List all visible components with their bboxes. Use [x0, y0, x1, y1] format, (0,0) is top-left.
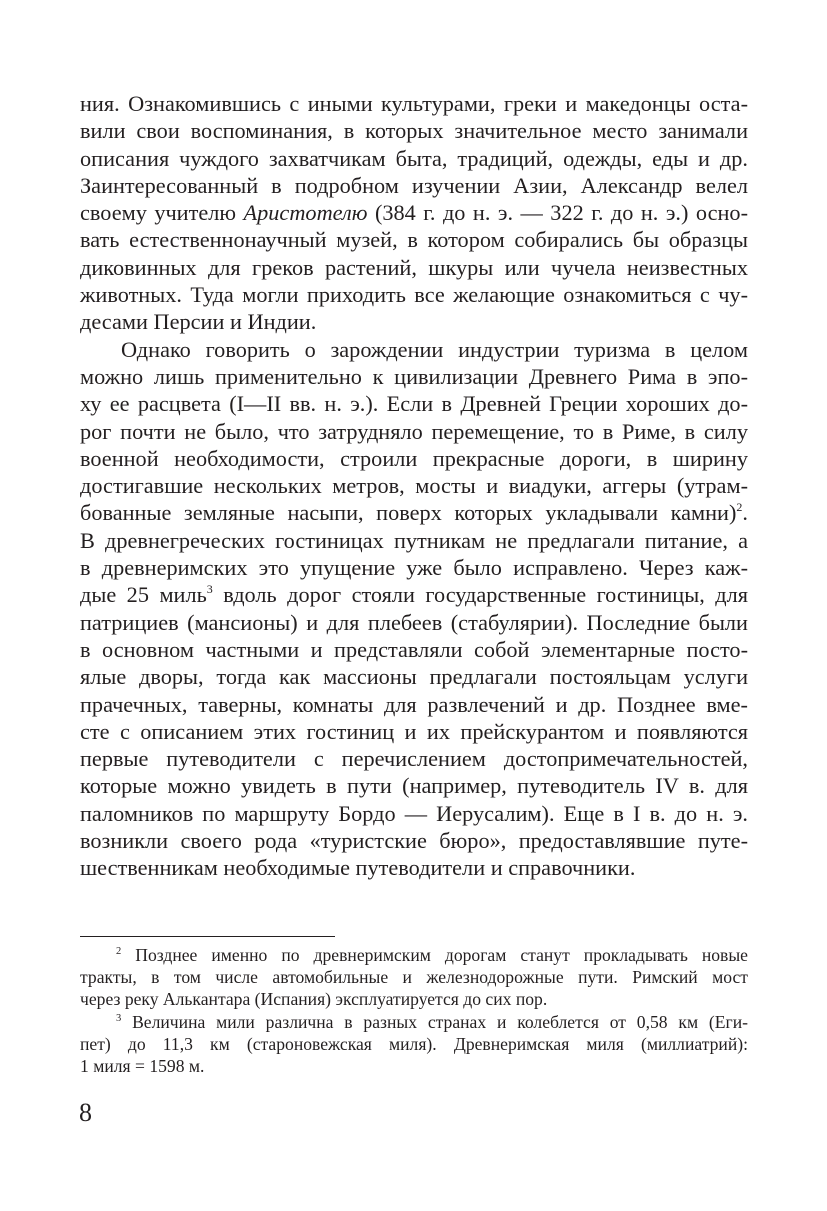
italic-name: Аристотелю [243, 200, 368, 226]
text-line: ния. Ознакомившись с иными культурами, греки и македонцы оста- [80, 91, 748, 116]
footnote-2 [80, 944, 748, 1011]
footnote-divider [80, 936, 335, 937]
text-line: достигавшие нескольких метров, мосты и виадуки, аггеры (утрам- [80, 473, 748, 499]
footnote-ref[interactable]: 3 [206, 582, 213, 597]
footnote-line: через реку Алькантара (Испания) эксплуатируется до сих пор. [80, 989, 548, 1010]
text-line [80, 581, 748, 608]
text-line: вать естественнонаучный музей, в котором собирались бы образцы [80, 227, 748, 253]
footnote-line [80, 1011, 748, 1033]
text-line: можно лишь применительно к цивилизации Древнего Рима в эпо- [80, 363, 748, 389]
text-line: В древнегреческих гостиницах путникам не предлагали питание, а [80, 527, 748, 553]
text-line: Заинтересованный в подробном изучении Азии, Александр велел [80, 172, 748, 198]
text-line: ху ее расцвета (I—II вв. н. э.). Если в Древней Греции хороших до- [80, 391, 748, 417]
text-line: животных. Туда могли приходить все желающие ознакомиться с чу- [80, 282, 748, 308]
text-line [80, 199, 748, 226]
text-run: Позднее именно по древнеримским дорогам станут прокладывать новые [121, 945, 748, 965]
text-line: патрициев (мансионы) и для плебеев (стабулярии). Последние были [80, 609, 748, 635]
text-line: военной необходимости, строили прекрасные дороги, в ширину [80, 445, 748, 471]
text-line: паломников по маршруту Бордо — Иерусалим). Еще в I в. до н. э. [80, 800, 748, 826]
text-run: дые 25 миль [80, 582, 207, 608]
text-line: описания чуждого захватчикам быта, традиций, одежды, еды и др. [80, 145, 748, 171]
text-line: в древнеримских это упущение уже было исправлено. Через каж- [80, 555, 748, 581]
paragraph-2 [80, 336, 748, 882]
text-line: первые путеводители с перечислением достопримечательностей, [80, 746, 748, 772]
text-run: вдоль дорог стояли государственные гостиницы, для [212, 582, 748, 608]
text-line: прачечных, таверны, комнаты для развлечений и др. Позднее вме- [80, 691, 748, 717]
page-number: 8 [79, 1098, 92, 1127]
text-line: десами Персии и Индии. [80, 309, 317, 335]
text-run: бованные земляные насыпи, поверх которых укладывали камни) [80, 500, 737, 526]
footnote-line: 1 миля = 1598 м. [80, 1055, 205, 1076]
text-line: рог почти не было, что затрудняло перемещение, то в Риме, в силу [80, 418, 748, 444]
footnote-ref[interactable]: 2 [736, 500, 743, 515]
text-line [80, 499, 748, 526]
text-line: в основном частными и представляли собой элементарные посто- [80, 636, 748, 662]
text-line: диковинных для греков растений, шкуры или чучела неизвестных [80, 254, 748, 280]
footnote-line: пет) до 11,3 км (староновежская миля). Древнеримская миля (миллиатрий): [80, 1033, 748, 1054]
footnote-line [80, 944, 748, 966]
footnotes [80, 944, 748, 1077]
text-line: Однако говорить о зарождении индустрии туризма в целом [121, 336, 748, 362]
text-line: которые можно увидеть в пути (например, путеводитель IV в. для [80, 773, 748, 799]
text-run: . [742, 500, 748, 526]
footnote-marker: 3 [116, 1012, 122, 1024]
paragraph-1 [80, 90, 748, 336]
text-line: сте с описанием этих гостиниц и их прейскурантом и появляются [80, 718, 748, 744]
footnote-3 [80, 1011, 748, 1078]
text-run: своему учителю [80, 200, 244, 226]
text-run: (384 г. до н. э. — 322 г. до н. э.) осно- [367, 200, 748, 226]
text-line: шественникам необходимые путеводители и справочники. [80, 855, 636, 881]
footnote-marker: 2 [116, 946, 122, 957]
footnote-line: тракты, в том числе автомобильные и железнодорожные пути. Римский мост [80, 967, 748, 988]
text-line: возникли своего рода «туристские бюро», предоставлявшие путе- [80, 828, 748, 854]
text-line: вили свои воспоминания, в которых значительное место занимали [80, 118, 748, 144]
main-text [80, 90, 748, 882]
text-run: Величина мили различна в разных странах и колеблется от 0,58 км (Еги- [121, 1011, 748, 1032]
text-line: ялые дворы, тогда как массионы предлагали постояльцам услуги [80, 664, 748, 690]
